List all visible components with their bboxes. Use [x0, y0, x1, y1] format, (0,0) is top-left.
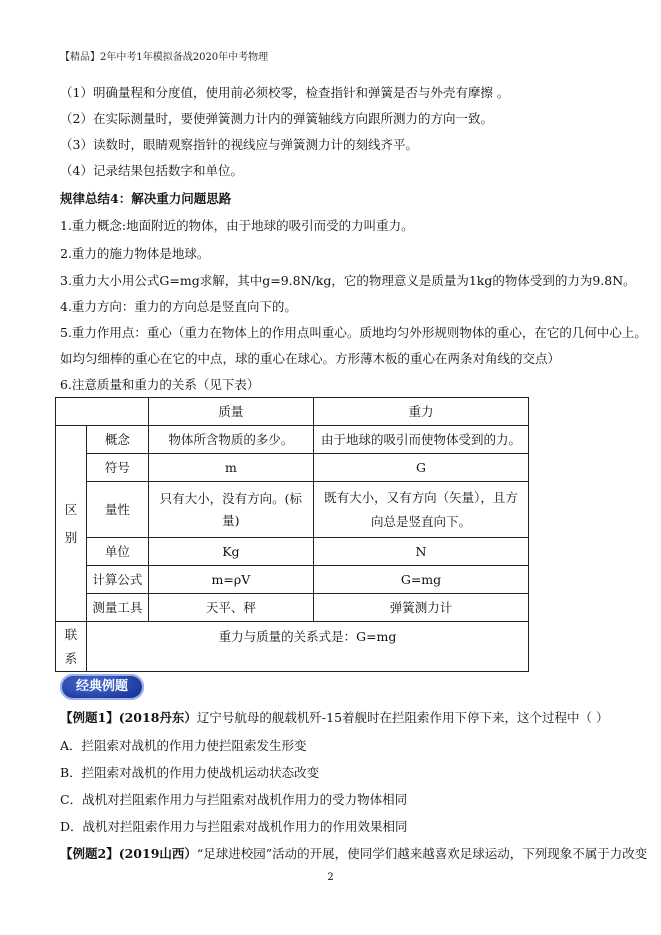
mass-cell: 天平、秤	[148, 594, 313, 622]
option-b: B．拦阻索对战机的作用力使战机运动状态改变	[60, 765, 320, 780]
example-question	[60, 841, 648, 867]
table-row	[56, 622, 529, 672]
list-item: 5.重力作用点：重心（重力在物体上的作用点叫重心。质地均匀外形规则物体的重心，在它的几何中心上。	[60, 325, 647, 340]
example-question	[60, 705, 609, 731]
table-row	[56, 454, 529, 482]
gravity-cell: 既有大小，又有方向（矢量），且方向总是竖直向下。	[314, 482, 529, 538]
gravity-cell: 弹簧测力计	[314, 594, 529, 622]
table-row	[56, 538, 529, 566]
list-item: 3.重力大小用公式G=mg求解，其中g=9.8N/kg，它的物理意义是质量为1kg的物体受到的力为9.8N。	[60, 273, 636, 288]
page-header: 【精品】2年中考1年模拟备战2020年中考物理	[60, 52, 269, 63]
row-label: 计算公式	[86, 566, 148, 594]
comparison-table	[55, 397, 529, 672]
list-item: 6.注意质量和重力的关系（见下表）	[60, 377, 260, 392]
list-item: （3）读数时，眼睛观察指针的视线应与弹簧测力计的刻线齐平。	[60, 137, 418, 152]
table-row	[56, 594, 529, 622]
link-label: 联系	[56, 622, 87, 672]
mass-cell: 物体所含物质的多少。	[148, 426, 313, 454]
list-item: （2）在实际测量时，要使弹簧测力计内的弹簧轴线方向跟所测力的方向一致。	[60, 111, 493, 126]
gravity-cell: G	[314, 454, 529, 482]
table-row	[56, 566, 529, 594]
option-d: D．战机对拦阻索作用力与拦阻索对战机作用力的作用效果相同	[60, 819, 408, 834]
gravity-cell: 由于地球的吸引而使物体受到的力。	[314, 426, 529, 454]
example-question-text: 辽宁号航母的舰载机歼-15着舰时在拦阻索作用下停下来，这个过程中（ ）	[196, 710, 609, 725]
list-item: （4）记录结果包括数字和单位。	[60, 163, 243, 178]
page-number: 2	[327, 872, 334, 883]
list-item: 如均匀细棒的重心在它的中点，球的重心在球心。方形薄木板的重心在两条对角线的交点）	[60, 351, 561, 366]
table-header-cell: 质量	[148, 398, 313, 426]
gravity-cell: N	[314, 538, 529, 566]
list-item: 4.重力方向：重力的方向总是竖直向下的。	[60, 299, 297, 314]
section-title: 规律总结4：解决重力问题思路	[60, 191, 232, 206]
option-a: A．拦阻索对战机的作用力使拦阻索发生形变	[60, 738, 307, 753]
link-text: 重力与质量的关系式是：G=mg	[86, 622, 528, 672]
section-badge: 经典例题	[60, 674, 144, 700]
row-label: 单位	[86, 538, 148, 566]
row-label: 概念	[86, 426, 148, 454]
list-item: （1）明确量程和分度值，使用前必须校零，检查指针和弹簧是否与外壳有摩擦 。	[60, 85, 510, 100]
row-label: 符号	[86, 454, 148, 482]
mass-cell: m=ρV	[148, 566, 313, 594]
mass-cell: m	[148, 454, 313, 482]
gravity-cell: G=mg	[314, 566, 529, 594]
group-label: 区别	[56, 426, 87, 622]
list-item: 2.重力的施力物体是地球。	[60, 246, 210, 261]
list-item: 1.重力概念:地面附近的物体，由于地球的吸引而受的力叫重力。	[60, 218, 414, 233]
mass-cell: 只有大小，没有方向。(标量)	[148, 482, 313, 538]
example-tag: 【例题1】(2018丹东）	[60, 710, 197, 725]
table-row	[56, 482, 529, 538]
table-header-cell	[56, 398, 149, 426]
table-row	[56, 426, 529, 454]
table-header-cell: 重力	[314, 398, 529, 426]
row-label: 测量工具	[86, 594, 148, 622]
example-question-text: “足球进校园”活动的开展，使同学们越来越喜欢足球运动，下列现象不属于力改变	[196, 846, 648, 861]
example-tag: 【例题2】(2019山西）	[60, 846, 197, 861]
mass-cell: Kg	[148, 538, 313, 566]
option-c: C．战机对拦阻索作用力与拦阻索对战机作用力的受力物体相同	[60, 792, 408, 807]
row-label: 量性	[86, 482, 148, 538]
